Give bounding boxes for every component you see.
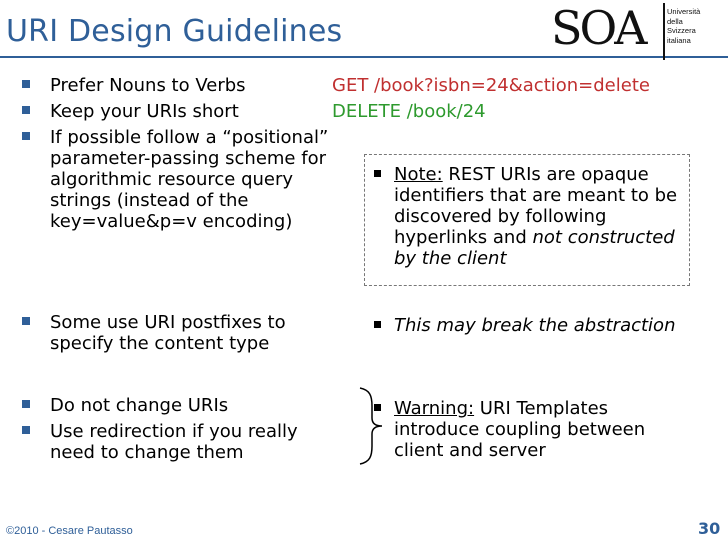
get-example: GET /book?isbn=24&action=delete	[332, 75, 650, 96]
delete-example: DELETE /book/24	[332, 101, 486, 122]
bullet-text: Prefer Nouns to Verbs	[50, 75, 246, 96]
square-bullet-icon	[374, 321, 381, 328]
square-bullet-icon	[22, 132, 30, 140]
page-number: 30	[698, 519, 721, 538]
logo-line: Università	[667, 7, 701, 16]
logo-university-name	[667, 7, 700, 45]
bullet-text: Do not change URIs	[50, 395, 229, 416]
square-bullet-icon	[374, 404, 381, 411]
square-bullet-icon	[22, 106, 30, 114]
note-emphasis-not: not	[532, 227, 562, 248]
slide-title: URI Design Guidelines	[6, 14, 343, 49]
square-bullet-icon	[22, 426, 30, 434]
note-text	[394, 164, 684, 269]
logo-line: della	[667, 16, 683, 26]
note-label: Note:	[394, 164, 443, 185]
logo-soa-text: SOA	[551, 1, 645, 55]
square-bullet-icon	[22, 400, 30, 408]
square-bullet-icon	[374, 170, 381, 177]
note-body: REST URIs are opaque identifiers that are meant to be discovered by following hyperlinks and	[394, 164, 678, 248]
warning-body: URI Templates introduce coupling between client and server	[394, 398, 646, 461]
bullet-text: If possible follow a “positional” parameter-passing scheme for algorithmic resource query strings (instead of the key=value&p=v encoding)	[50, 127, 329, 232]
bullet-text: Some use URI postfixes to specify the content type	[50, 312, 286, 354]
bullet-text: Use redirection if you really need to change them	[50, 421, 298, 463]
brace-icon	[356, 386, 386, 466]
logo-divider	[663, 3, 665, 60]
bullet-text: Keep your URIs short	[50, 101, 239, 122]
abstraction-text: This may break the abstraction	[394, 315, 676, 336]
warning-label: Warning:	[394, 398, 475, 419]
logo-line: Svizzera	[667, 26, 696, 35]
footer-copyright: ©2010 - Cesare Pautasso	[6, 525, 133, 537]
warning-text	[394, 398, 684, 461]
usi-logo	[551, 3, 721, 61]
square-bullet-icon	[22, 317, 30, 325]
logo-line: italiana	[667, 35, 691, 45]
square-bullet-icon	[22, 80, 30, 88]
note-emphasis-constructed: constructed by the client	[394, 227, 675, 269]
